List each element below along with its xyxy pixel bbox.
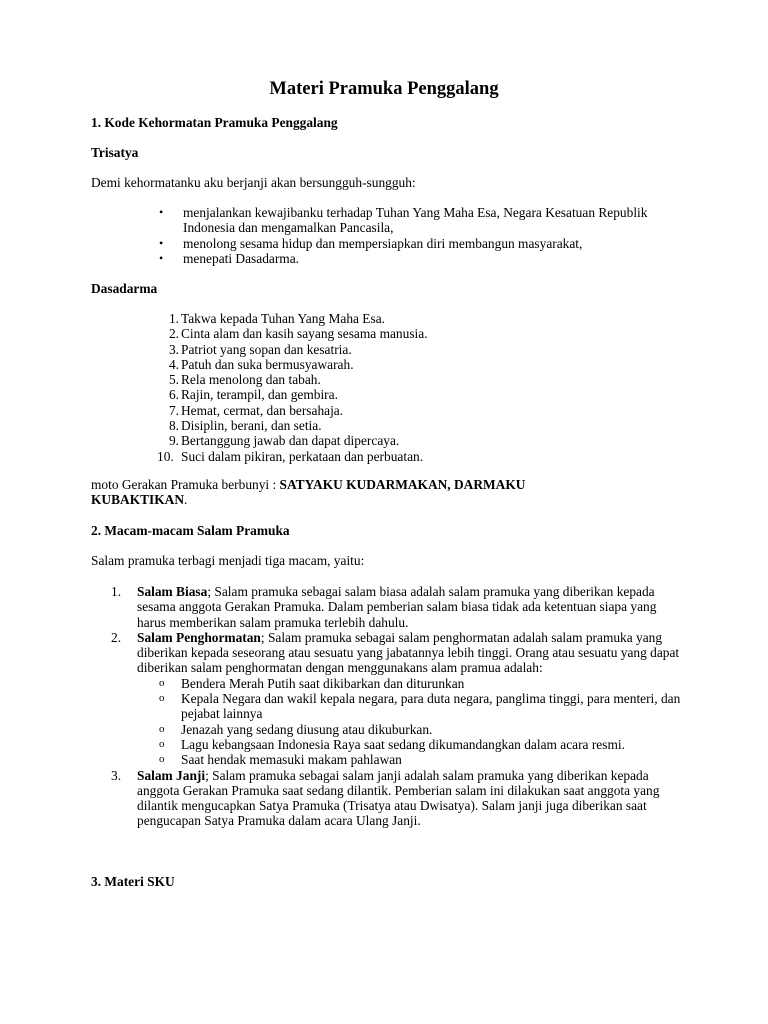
list-item — [159, 691, 682, 722]
list-item — [168, 311, 701, 326]
list-item-text: menjalankan kewajibanku terhadap Tuhan Yang Maha Esa, Negara Kesatuan Republik Indonesia dan mengamalkan Pancasila, — [183, 205, 648, 236]
list-item-text: Jenazah yang sedang diusung atau dikuburkan. — [181, 721, 433, 737]
bullet-icon: • — [159, 205, 164, 219]
list-item — [111, 584, 682, 630]
list-item — [159, 235, 693, 251]
list-item — [159, 721, 682, 737]
list-item-text: Bertanggung jawab dan dapat dipercaya. — [181, 433, 400, 449]
list-item — [168, 372, 701, 388]
list-item-text: Hemat, cermat, dan bersahaja. — [181, 402, 344, 418]
trisatya-list — [159, 205, 693, 266]
list-number: 4. — [168, 356, 179, 372]
salam-term: Salam Penghormatan — [137, 629, 261, 645]
list-item-text: Saat hendak memasuki makam pahlawan — [181, 752, 402, 768]
list-item-text: Lagu kebangsaan Indonesia Raya saat sedang dikumandangkan dalam acara resmi. — [181, 736, 625, 752]
list-item — [159, 736, 682, 752]
penghormatan-sublist — [159, 675, 682, 768]
list-item — [111, 767, 682, 829]
bullet-icon: • — [159, 235, 164, 250]
list-number: 1. — [168, 311, 179, 326]
list-number: 2. — [111, 629, 122, 645]
document-title: Materi Pramuka Penggalang — [269, 79, 499, 99]
salam-term: Salam Biasa — [137, 584, 208, 599]
circle-bullet-icon: o — [159, 692, 165, 705]
circle-bullet-icon: o — [159, 737, 165, 750]
list-item-text: Disiplin, berani, dan setia. — [181, 418, 322, 434]
list-item-text: Takwa kepada Tuhan Yang Maha Esa. — [181, 311, 385, 326]
list-item-text: Cinta alam dan kasih sayang sesama manusia. — [181, 326, 428, 342]
salam-description: ; Salam pramuka sebagai salam janji adalah salam pramuka yang diberikan kepada anggota Gerakan Pramuka saat sedang dilantik. Pemberian salam ini dilakukan saat anggota yang dilantik mengucapkan Satya Pramuka (Trisatya atau Dwisatya). Salam janji juga diberikan saat pengucapan Satya Pramuka dalam acara Ulang Janji. — [137, 767, 660, 829]
list-item — [168, 341, 701, 357]
list-number: 7. — [168, 402, 179, 418]
circle-bullet-icon: o — [159, 676, 165, 689]
list-item-text: Bendera Merah Putih saat dikibarkan dan diturunkan — [181, 675, 465, 691]
circle-bullet-icon: o — [159, 722, 165, 735]
trisatya-heading: Trisatya — [91, 145, 139, 160]
list-item — [168, 418, 701, 434]
bullet-icon: • — [159, 250, 164, 265]
section-1-heading: 1. Kode Kehormatan Pramuka Penggalang — [91, 115, 338, 130]
list-item — [168, 326, 701, 342]
list-item-text: menolong sesama hidup dan mempersiapkan diri membangun masyarakat, — [183, 235, 583, 251]
list-item — [168, 402, 701, 418]
moto-text: SATYAKU KUDARMAKAN, DARMAKU KUBAKTIKAN — [91, 477, 526, 508]
trisatya-intro: Demi kehormatanku aku berjanji akan bersungguh-sungguh: — [91, 175, 416, 190]
moto-prefix: moto Gerakan Pramuka berbunyi : — [91, 477, 280, 492]
dasadarma-list — [157, 311, 701, 464]
list-item-text: Patuh dan suka bermusyawarah. — [181, 356, 354, 372]
list-item — [159, 675, 682, 691]
list-item — [111, 629, 682, 768]
dasadarma-heading: Dasadarma — [91, 281, 158, 296]
list-item — [168, 433, 701, 449]
salam-intro: Salam pramuka terbagi menjadi tiga macam, yaitu: — [91, 553, 365, 568]
list-item-text: Patriot yang sopan dan kesatria. — [181, 341, 352, 357]
section-2-heading: 2. Macam-macam Salam Pramuka — [91, 523, 290, 538]
circle-bullet-icon: o — [159, 753, 165, 766]
salam-description: ; Salam pramuka sebagai salam biasa adalah salam pramuka yang diberikan kepada sesama anggota Gerakan Pramuka. Dalam pemberian salam biasa tidak ada ketentuan siapa yang harus memberikan salam pramuka terlebih dahulu. — [137, 584, 657, 630]
list-item — [157, 448, 701, 464]
salam-description: ; Salam pramuka sebagai salam penghormatan adalah salam pramuka yang diberikan kepada seseorang atau sesuatu yang jabatannya lebih tinggi. Orang atau sesuatu yang dapat diberikan salam penghormatan dengan menggunakans alam pramua adalah: — [137, 629, 680, 676]
moto-suffix: . — [184, 492, 188, 508]
list-number: 5. — [168, 372, 179, 388]
salam-term: Salam Janji — [137, 767, 206, 783]
section-3-heading: 3. Materi SKU — [91, 874, 175, 889]
list-number: 1. — [111, 584, 122, 599]
list-number: 3. — [168, 341, 179, 357]
list-item-text: Rajin, terampil, dan gembira. — [181, 387, 338, 403]
list-item — [159, 250, 693, 266]
list-number: 10. — [157, 448, 174, 464]
list-number: 9. — [168, 433, 179, 449]
list-number: 6. — [168, 387, 179, 403]
list-number: 8. — [168, 418, 179, 434]
list-item — [168, 356, 701, 372]
list-item — [159, 205, 693, 236]
list-item — [168, 387, 701, 403]
list-number: 2. — [168, 326, 179, 342]
moto-paragraph — [91, 477, 611, 508]
list-item-text: Rela menolong dan tabah. — [181, 372, 321, 388]
list-item-text: Kepala Negara dan wakil kepala negara, para duta negara, panglima tinggi, para menteri, dan pejabat lainnya — [181, 691, 681, 722]
list-item — [159, 752, 682, 768]
list-number: 3. — [111, 767, 122, 783]
list-item-text: Suci dalam pikiran, perkataan dan perbuatan. — [181, 448, 424, 464]
list-item-text: menepati Dasadarma. — [183, 250, 299, 266]
salam-list — [111, 584, 682, 829]
